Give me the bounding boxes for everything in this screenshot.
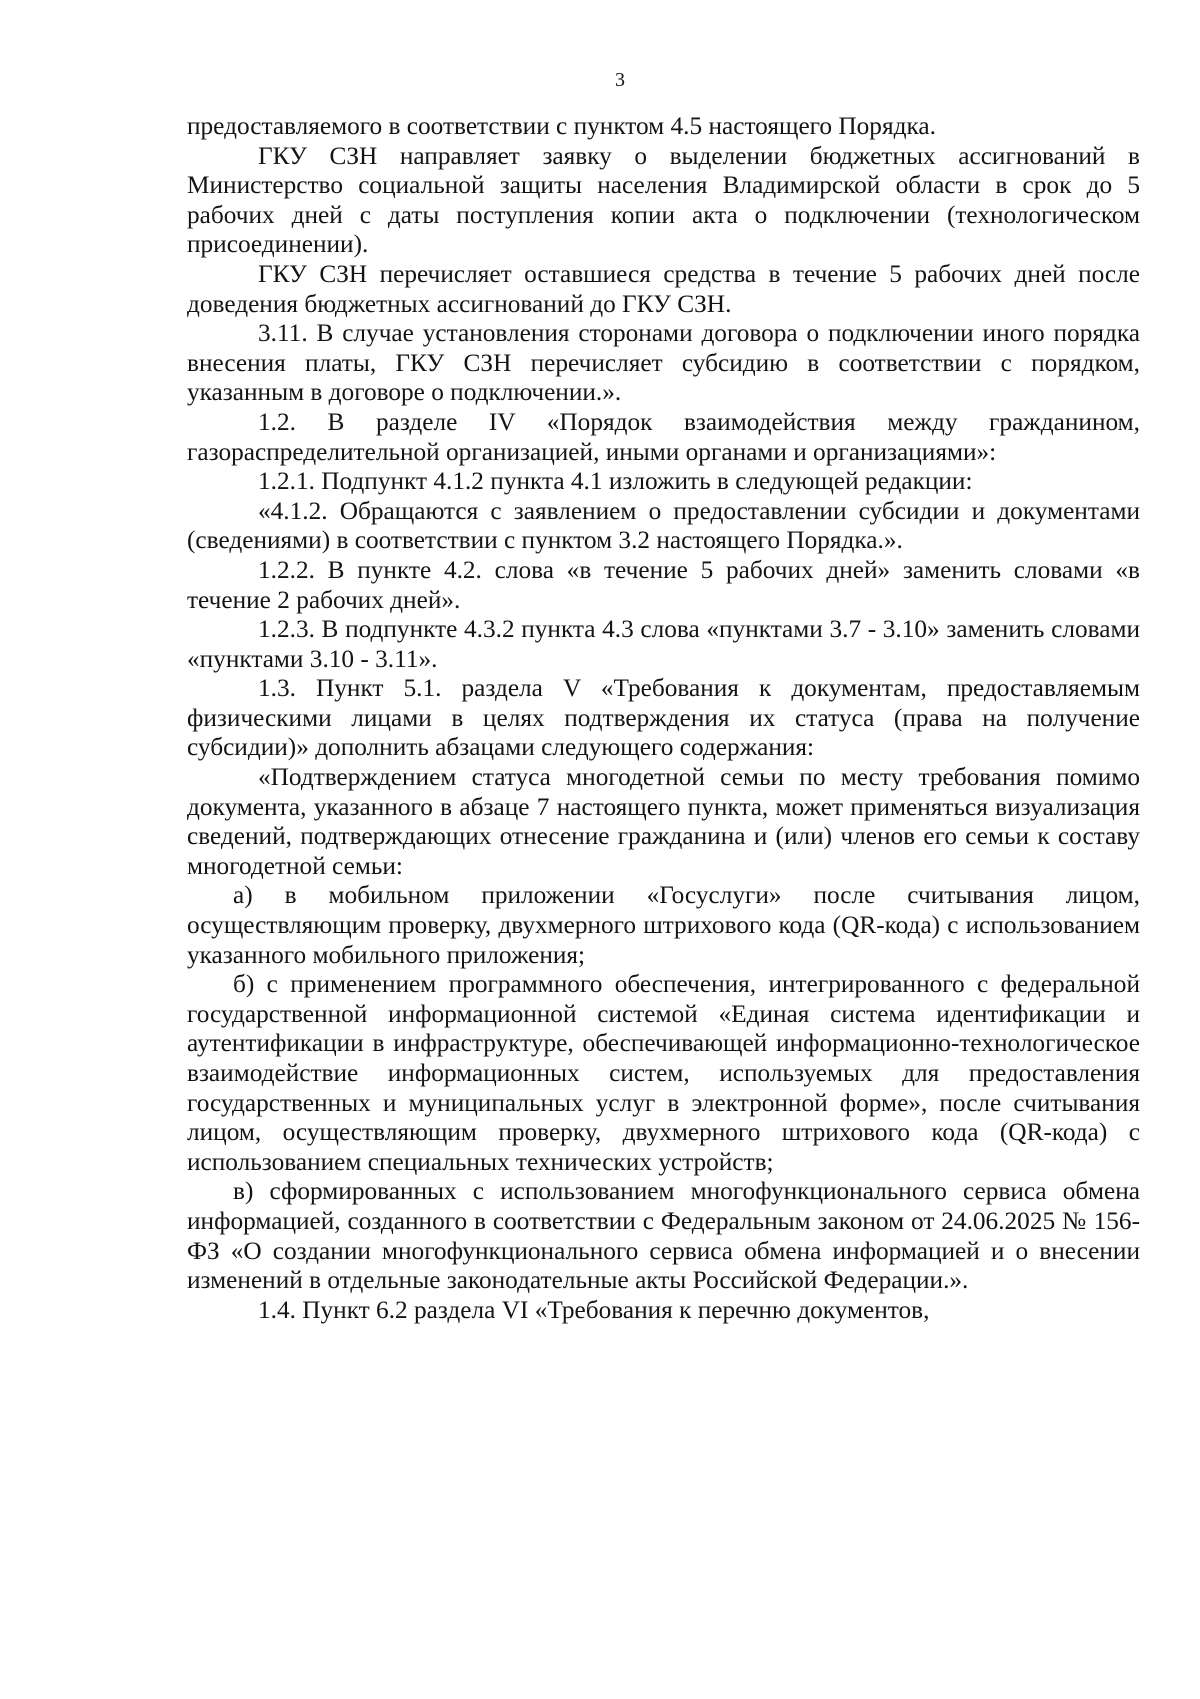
paragraph-item-a: а) в мобильном приложении «Госуслуги» после считывания лицом, осуществляющим проверку, двухмерного штрихового кода (QR-кода) с использованием указанного мобильного приложения; [187, 881, 1140, 969]
paragraph-1-2-2: 1.2.2. В пункте 4.2. слова «в течение 5 рабочих дней» заменить словами «в течение 2 рабочих дней». [187, 555, 1140, 614]
paragraph-status-confirmation: «Подтверждением статуса многодетной семьи по месту требования помимо документа, указанного в абзаце 7 настоящего пункта, может применяться визуализация сведений, подтверждающих отнесение гражданина и (или) членов его семьи к составу многодетной семьи: [187, 763, 1140, 880]
paragraph-1-2-3: 1.2.3. В подпункте 4.3.2 пункта 4.3 слова «пунктами 3.7 - 3.10» заменить словами «пунктами 3.10 - 3.11». [187, 615, 1140, 673]
paragraph-3-11: 3.11. В случае установления сторонами договора о подключении иного порядка внесения платы, ГКУ СЗН перечисляет субсидию в соответствии с порядком, указанным в договоре о подключении.». [187, 319, 1140, 407]
paragraph-remaining-funds: ГКУ СЗН перечисляет оставшиеся средства в течение 5 рабочих дней после доведения бюджетных ассигнований до ГКУ СЗН. [187, 259, 1140, 318]
paragraph-1-4: 1.4. Пункт 6.2 раздела VI «Требования к перечню документов, [258, 1295, 930, 1324]
paragraph-item-v: в) сформированных с использованием многофункционального сервиса обмена информацией, созданного в соответствии с Федеральным законом от 24.06.2025 № 156-ФЗ «О создании многофункционального сервиса обмена информацией и о внесении изменений в отдельные законодательные акты Российской Федерации.». [187, 1177, 1140, 1295]
paragraph-1-2: 1.2. В разделе IV «Порядок взаимодействия между гражданином, газораспределительной организацией, иными органами и организациями»: [187, 407, 1140, 466]
paragraph-item-b: б) с применением программного обеспечения, интегрированного с федеральной государственной информационной системой «Единая система идентификации и аутентификации в инфраструктуре, обеспечивающей информационно-технологическое взаимодействие информационных систем, используемых для предоставления государственных и муниципальных услуг в электронной форме», после считывания лицом, осуществляющим проверку, двухмерного штрихового кода (QR-кода) с использованием специальных технических устройств; [187, 970, 1140, 1176]
document-body [187, 112, 1140, 1325]
paragraph-4-1-2: «4.1.2. Обращаются с заявлением о предоставлении субсидии и документами (сведениями) в соответствии с пунктом 3.2 настоящего Порядка.». [187, 496, 1140, 555]
paragraph-1-2-1: 1.2.1. Подпункт 4.1.2 пункта 4.1 изложить в следующей редакции: [258, 467, 973, 496]
paragraph-budget-request: ГКУ СЗН направляет заявку о выделении бюджетных ассигнований в Министерство социальной защиты населения Владимирской области в срок до 5 рабочих дней с даты поступления копии акта о подключении (технологическом присоединении). [187, 141, 1140, 259]
paragraph-continuation: предоставляемого в соответствии с пунктом 4.5 настоящего Порядка. [187, 112, 936, 140]
paragraph-1-3: 1.3. Пункт 5.1. раздела V «Требования к документам, предоставляемым физическими лицами в целях подтверждения их статуса (права на получение субсидии)» дополнить абзацами следующего содержания: [187, 674, 1140, 762]
page-number: 3 [615, 69, 625, 91]
